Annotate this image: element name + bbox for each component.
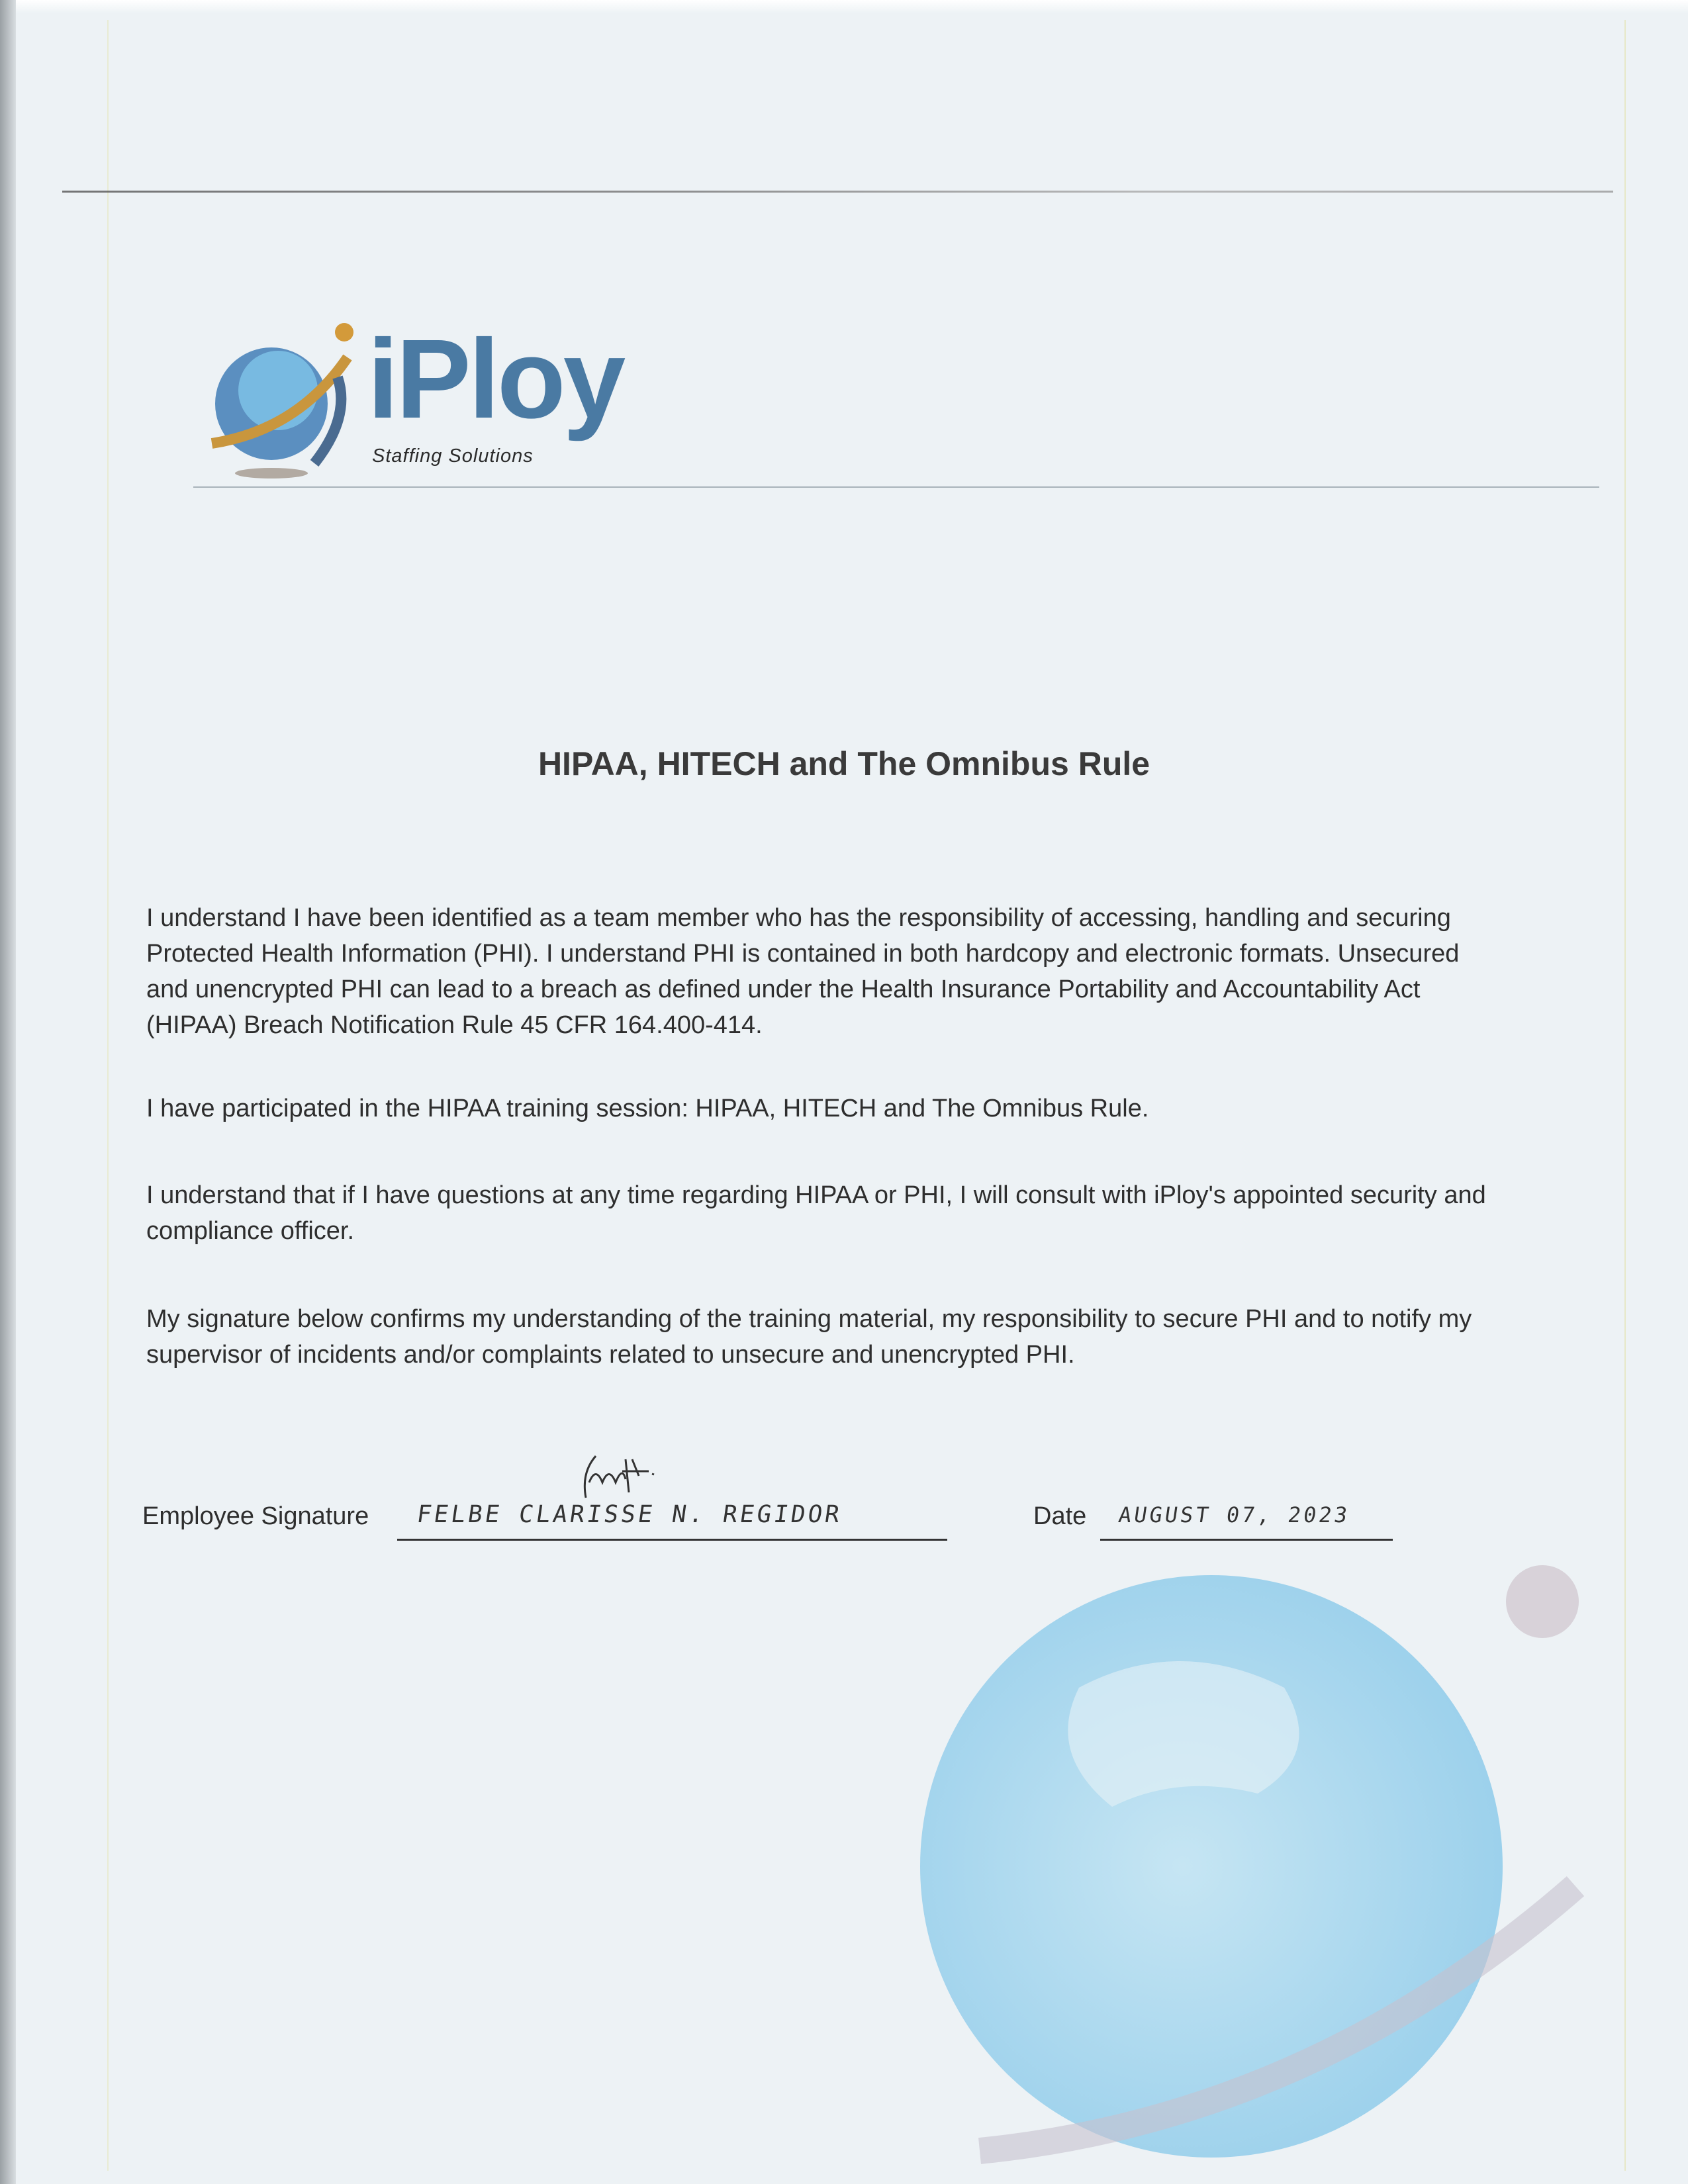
paragraph-questions xyxy=(146,1177,1486,1249)
signature-line xyxy=(397,1539,947,1541)
date-label: Date xyxy=(1033,1502,1087,1530)
text-line: compliance officer. xyxy=(146,1217,355,1245)
signature-label: Employee Signature xyxy=(142,1502,369,1530)
text-line: My signature below confirms my understanding of the training material, my responsibility to secure PHI and to notify my xyxy=(146,1305,1472,1333)
handwritten-name: FELBE CLARISSE N. REGIDOR xyxy=(415,1501,844,1528)
scan-top-edge xyxy=(0,0,1688,13)
globe-watermark-icon xyxy=(914,1555,1642,2184)
document-title: HIPAA, HITECH and The Omnibus Rule xyxy=(538,745,1150,782)
logo-brand-text: iPloy xyxy=(367,316,624,442)
text-line: I have participated in the HIPAA training session: HIPAA, HITECH and The Omnibus Rule. xyxy=(146,1095,1149,1122)
text-line: I understand that if I have questions at any time regarding HIPAA or PHI, I will consult with iPloy's appointed security and xyxy=(146,1181,1486,1209)
paragraph-confirmation xyxy=(146,1301,1472,1373)
globe-logo-icon xyxy=(199,318,371,483)
text-line: Protected Health Information (PHI). I understand PHI is contained in both hardcopy and electronic formats. Unsecured xyxy=(146,940,1460,968)
handwritten-date: AUGUST 07, 2023 xyxy=(1117,1502,1352,1527)
date-line xyxy=(1100,1539,1393,1541)
iploy-logo xyxy=(199,318,662,483)
text-line: supervisor of incidents and/or complaints related to unsecure and unencrypted PHI. xyxy=(146,1341,1075,1369)
paragraph-phi-responsibility xyxy=(146,900,1459,1043)
logo-tagline: Staffing Solutions xyxy=(372,445,534,467)
text-line: and unencrypted PHI can lead to a breach as defined under the Health Insurance Portability and Accountability Act xyxy=(146,976,1421,1003)
text-line: (HIPAA) Breach Notification Rule 45 CFR 164.400-414. xyxy=(146,1011,763,1039)
text-line: I understand I have been identified as a team member who has the responsibility of accessing, handling and securing xyxy=(146,904,1451,932)
header-rule xyxy=(62,191,1613,193)
scan-left-edge xyxy=(0,0,16,2184)
signature-scribble xyxy=(576,1453,669,1499)
margin-line-left xyxy=(107,20,109,2171)
paragraph-training xyxy=(146,1091,1149,1126)
logo-rule xyxy=(193,486,1599,488)
